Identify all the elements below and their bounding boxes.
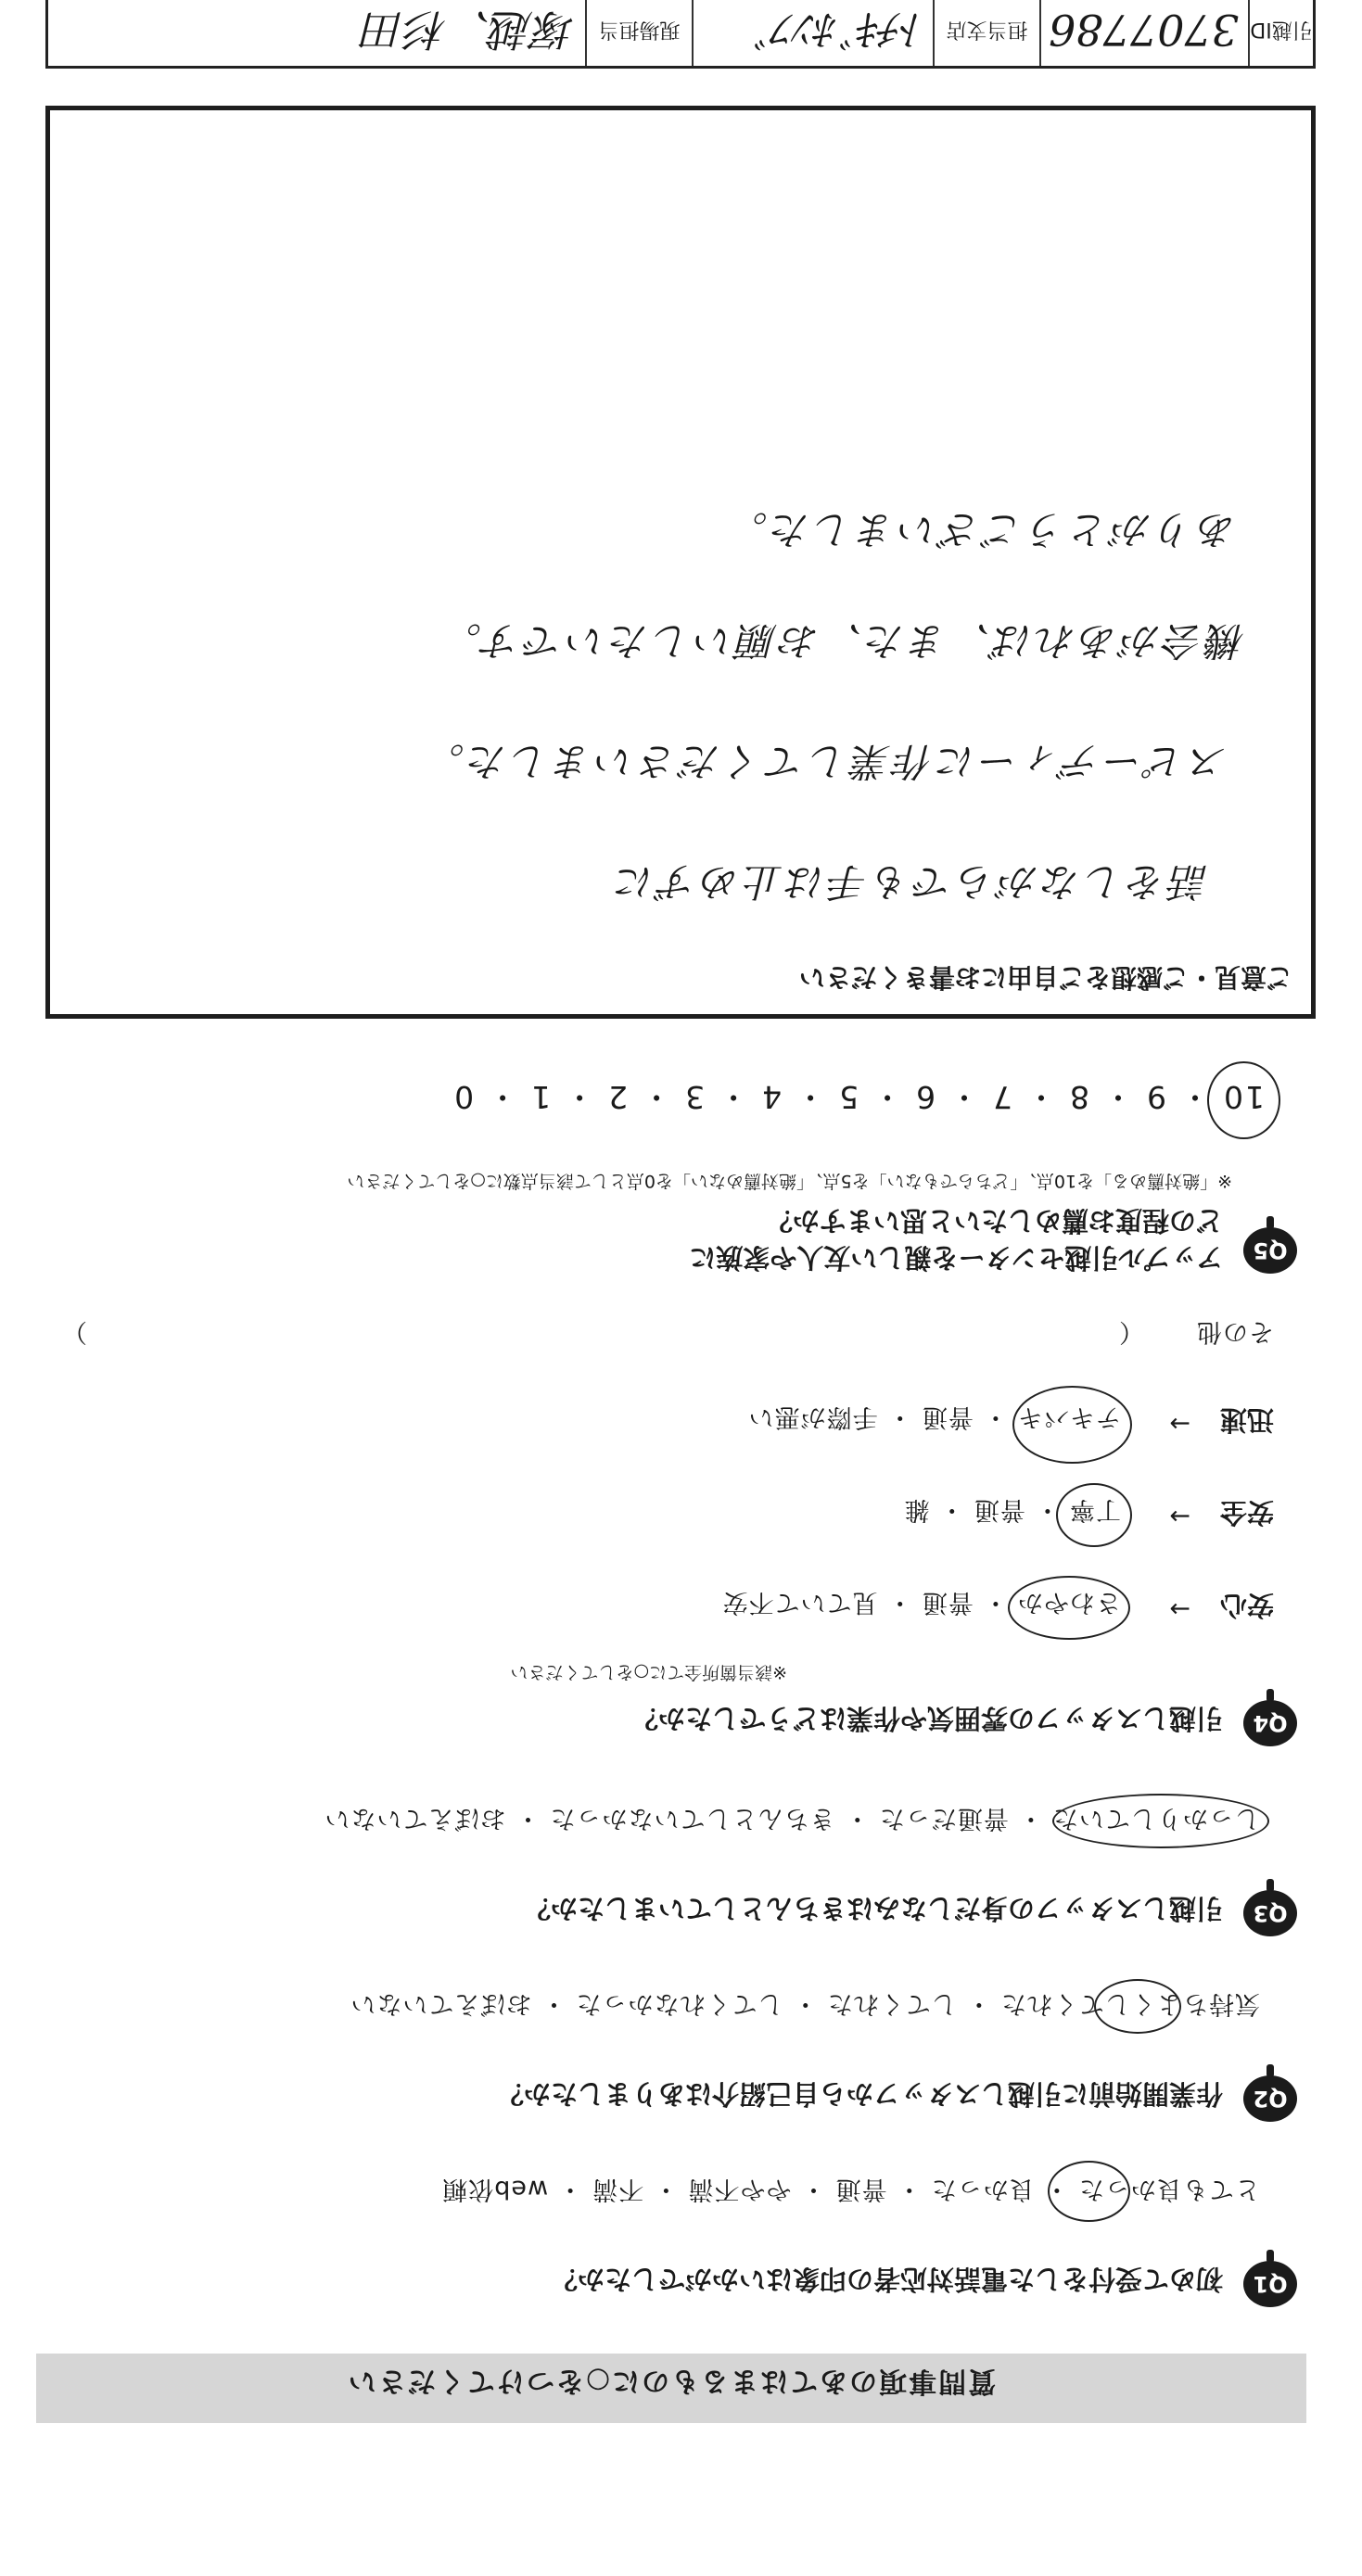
q2-option[interactable]: してくれなかった — [575, 1989, 783, 2018]
q5-badge-tail — [1267, 1216, 1274, 1229]
q5-score[interactable]: 7 — [991, 1079, 1013, 1115]
q1-option[interactable]: 不満 — [592, 2175, 644, 2203]
q3-badge: Q3 — [1243, 1890, 1297, 1936]
q3-option[interactable]: 普通だった — [878, 1804, 1009, 1833]
q5-note: ※「絶対薦める」を10点、「どちらでもない」を5点、「絶対薦めない」を0点として該当点数に○をしてください — [347, 1171, 1232, 1191]
q4-note: ※該当箇所全てに○をしてください — [510, 1662, 787, 1682]
q5-score[interactable]: 6 — [914, 1079, 936, 1115]
q4-selected-circle — [1012, 1386, 1132, 1464]
q5-score[interactable]: 1 — [529, 1079, 552, 1115]
q4-row-label: 安心 — [1219, 1590, 1274, 1621]
q5-score[interactable]: 3 — [683, 1079, 706, 1115]
branch-label: 担当支店 — [933, 0, 1039, 66]
comment-line: スピーディーに作業してくださいました。 — [422, 739, 1228, 784]
q3-options: しっかりしていた ・ 普通だった ・ きちんとしていなかった ・ おぼえていない — [324, 1804, 1260, 1833]
q4-selected-circle — [1056, 1483, 1132, 1547]
comment-line: 話をしながらでも手は止めずに — [612, 859, 1209, 905]
q4-badge: Q4 — [1243, 1700, 1297, 1746]
q1-option[interactable]: 良かった — [930, 2175, 1035, 2203]
q3-option[interactable]: おぼえていない — [324, 1804, 506, 1833]
q5-score[interactable]: 0 — [452, 1079, 475, 1115]
header-table — [45, 0, 1316, 69]
id-label: 引越ID — [1248, 0, 1313, 66]
q3-question: 引越しスタッフの身だしなみはきちんとしていましたか？ — [523, 1893, 1223, 1924]
q5-question-line1: アップル引越センターを親しい友人や家族に — [689, 1242, 1223, 1274]
q5-score[interactable]: 9 — [1145, 1079, 1167, 1115]
staff-value: 塚越、杉田 — [363, 5, 576, 55]
q4-option[interactable]: テキパキ — [1017, 1402, 1121, 1431]
instruction-banner — [36, 2354, 1306, 2423]
branch-value: ﾄﾁｷﾞﾎﾝﾌﾞ — [692, 0, 933, 66]
q4-option[interactable]: 普通 — [973, 1495, 1025, 1524]
q5-score[interactable]: 4 — [760, 1079, 783, 1115]
comment-line: ありがとうございました。 — [724, 507, 1237, 552]
q4-row-arrow: → — [1168, 1409, 1190, 1438]
q4-selected-circle — [1008, 1576, 1130, 1640]
q2-option[interactable]: してくれた — [826, 1989, 957, 2018]
comment-line: 機会があれば、また、お願いしたいです。 — [439, 618, 1246, 664]
id-value: 3707786 — [1039, 0, 1248, 66]
q4-badge-tail — [1267, 1689, 1274, 1702]
q4-option[interactable]: 普通 — [921, 1588, 974, 1617]
q1-option[interactable]: やや不満 — [687, 2175, 792, 2203]
q1-selected-circle — [1048, 2161, 1130, 2222]
q2-option[interactable]: おぼえていない — [350, 1989, 532, 2018]
q5-badge: Q5 — [1243, 1227, 1297, 1274]
q2-selected-circle — [1094, 1979, 1181, 2034]
q4-option[interactable]: 手際が悪い — [747, 1402, 878, 1431]
q1-options: とても良かった ・ 良かった ・ 普通 ・ やや不満 ・ 不満 ・ web依頼 — [441, 2175, 1260, 2203]
comment-box[interactable] — [45, 106, 1316, 1019]
q5-selected-circle — [1207, 1061, 1280, 1139]
q4-option[interactable]: 普通 — [921, 1402, 974, 1431]
q3-option[interactable]: きちんとしていなかった — [549, 1804, 835, 1833]
q4-other-label: その他 — [1196, 1317, 1274, 1346]
q2-badge-tail — [1267, 2064, 1274, 2077]
q4-row-options: さわやか ・ 普通 ・ 見ていて不安 — [721, 1588, 1121, 1617]
q5-score[interactable]: 2 — [606, 1079, 629, 1115]
q1-question: 初めて受付をした電話対応者の印象はいかがでしたか？ — [550, 2264, 1223, 2295]
q4-option[interactable]: さわやか — [1017, 1588, 1121, 1617]
q2-option[interactable]: 気持ちよくしてくれた — [1000, 1989, 1260, 2018]
q3-option[interactable]: しっかりしていた — [1052, 1804, 1260, 1833]
q4-option[interactable]: 丁寧 — [1069, 1495, 1121, 1524]
q5-score[interactable]: 5 — [837, 1079, 859, 1115]
q1-option[interactable]: とても良かった — [1078, 2175, 1260, 2203]
q1-option[interactable]: 普通 — [834, 2175, 887, 2203]
q3-selected-circle — [1052, 1794, 1269, 1848]
q4-row-options: テキパキ ・ 普通 ・ 手際が悪い — [747, 1402, 1121, 1431]
q5-question-line2: どの程度お薦めしたいと思いますか？ — [765, 1205, 1223, 1237]
q4-other-open: （ — [1118, 1317, 1144, 1346]
q5-score[interactable]: 10 — [1222, 1079, 1265, 1115]
comment-title: ご意見・ご感想をご自由にお書きください — [798, 962, 1292, 993]
q4-row-arrow: → — [1168, 1502, 1190, 1530]
instruction-text: 質問事項のあてはまるものに○をつけてください — [346, 2365, 997, 2397]
q2-badge: Q2 — [1243, 2075, 1297, 2122]
q1-badge: Q1 — [1243, 2261, 1297, 2307]
q2-question: 作業開始前に引越しスタッフから自己紹介はありましたか？ — [496, 2078, 1223, 2110]
q1-badge-tail — [1267, 2250, 1274, 2263]
q4-option[interactable]: 雑 — [903, 1495, 930, 1524]
q4-row-label: 迅速 — [1219, 1404, 1274, 1436]
q4-row-arrow: → — [1168, 1594, 1190, 1623]
staff-label: 現場担当 — [585, 0, 692, 66]
q1-option[interactable]: web依頼 — [441, 2175, 549, 2203]
q3-badge-tail — [1267, 1879, 1274, 1892]
q4-row-options: 丁寧 ・ 普通 ・ 雑 — [903, 1495, 1121, 1524]
q5-score[interactable]: 8 — [1068, 1079, 1090, 1115]
q4-other-field[interactable] — [120, 1323, 1102, 1325]
q4-other-close: ） — [61, 1317, 87, 1346]
q5-scale: 10 ・ 9 ・ 8 ・ 7 ・ 6 ・ 5 ・ 4 ・ 3 ・ 2 ・ 1 ・ 0 — [452, 1079, 1265, 1115]
q4-option[interactable]: 見ていて不安 — [721, 1588, 878, 1617]
q4-question: 引越しスタッフの雰囲気や作業はどうでしたか？ — [630, 1703, 1223, 1734]
q2-options: 気持ちよくしてくれた ・ してくれた ・ してくれなかった ・ おぼえていない — [350, 1989, 1260, 2018]
q4-row-label: 安全 — [1219, 1497, 1274, 1529]
